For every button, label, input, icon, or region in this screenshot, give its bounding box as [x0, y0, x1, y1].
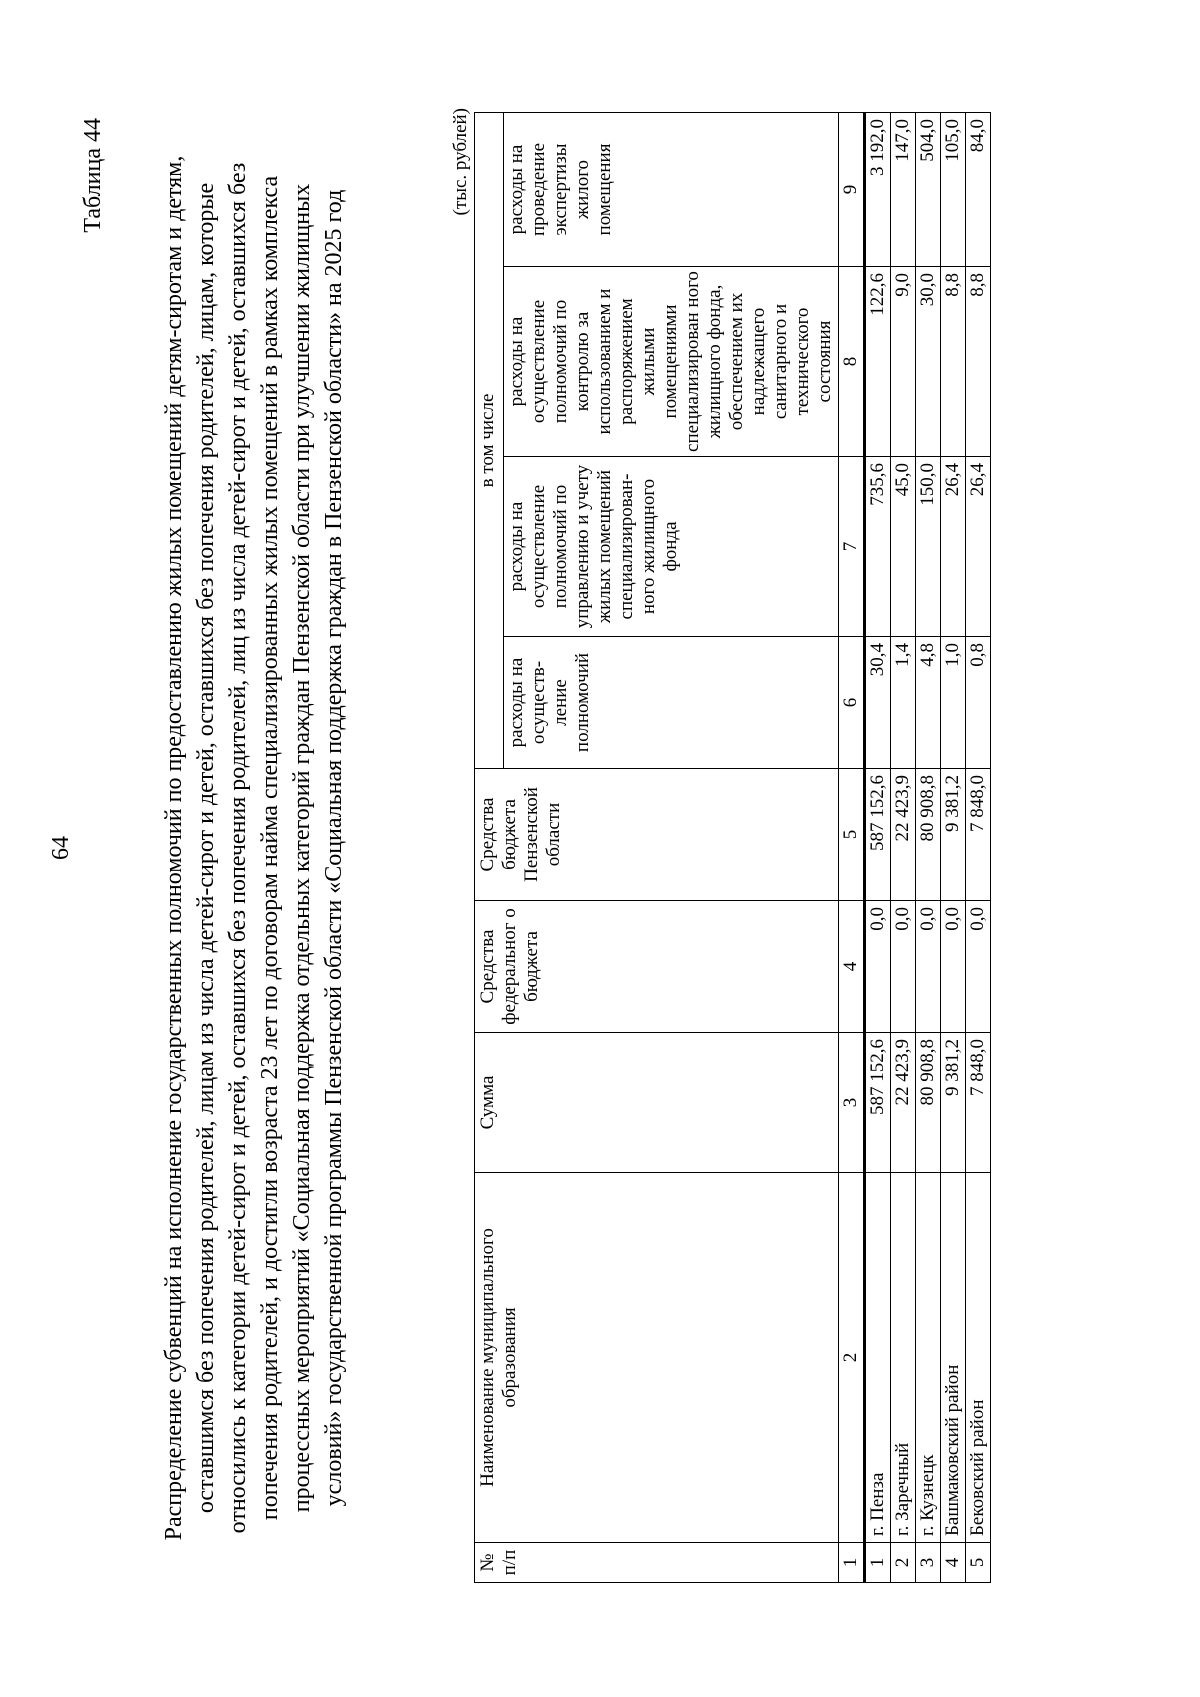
row-c6: 4,8 — [916, 637, 941, 769]
column-number: 7 — [839, 457, 865, 637]
row-c6: 0,8 — [966, 637, 991, 769]
header-c9: расходы на проведение экспертизы жилого помещения — [504, 112, 839, 266]
row-municipality: г. Кузнецк — [916, 1173, 941, 1543]
row-municipality: Бековский район — [966, 1173, 991, 1543]
row-sum: 80 908,8 — [916, 1033, 941, 1173]
column-number: 4 — [839, 901, 865, 1033]
row-number: 5 — [966, 1543, 991, 1583]
units-label: (тыс. рублей) — [450, 108, 471, 216]
row-sum: 587 152,6 — [865, 1033, 891, 1173]
header-num: № п/п — [475, 1543, 839, 1583]
row-c7: 26,4 — [966, 457, 991, 637]
row-number: 1 — [865, 1543, 891, 1583]
row-federal: 0,0 — [966, 901, 991, 1033]
header-regional: Средства бюджета Пензенской области — [475, 769, 839, 901]
row-federal: 0,0 — [941, 901, 966, 1033]
row-c7: 735,6 — [865, 457, 891, 637]
row-c8: 30,0 — [916, 267, 941, 457]
row-federal: 0,0 — [891, 901, 916, 1033]
table-row — [865, 112, 891, 1582]
row-c8: 122,6 — [865, 267, 891, 457]
column-number: 5 — [839, 769, 865, 901]
page-number: 64 — [48, 836, 74, 860]
column-number: 3 — [839, 1033, 865, 1173]
row-sum: 9 381,2 — [941, 1033, 966, 1173]
header-c7: расходы на осуществление полномочий по управлению и учету жилых помещений специализирован-ного жилищного фонда — [504, 457, 839, 637]
row-regional: 587 152,6 — [865, 769, 891, 901]
document-title: Распределение субвенций на исполнение государственных полномочий по предоставлению жилых помещений детям-сиротам и детям, оставшимся без попечения родителей, лицам из числа детей-сирот и детей, оставшихся без попечения родителей, лицам, которые относились к категории детей-сирот и детей, оставшихся без попечения родителей, лиц из числа детей-сирот и детей, оставшихся без попечения родителей, и достигли возраста 23 лет по договорам найма специализированных жилых помещений в рамках комплекса процессных мероприятий «Социальная поддержка отдельных категорий граждан Пензенской области при улучшении жилищных условий» государственной программы Пензенской области «Социальная поддержка граждан в Пензенской области» на 2025 год — [161, 155, 347, 1541]
table-row — [941, 112, 966, 1582]
row-regional: 80 908,8 — [916, 769, 941, 901]
row-c7: 26,4 — [941, 457, 966, 637]
table-row — [966, 112, 991, 1582]
row-c9: 504,0 — [916, 112, 941, 266]
row-municipality: г. Заречный — [891, 1173, 916, 1543]
row-municipality: Башмаковский район — [941, 1173, 966, 1543]
column-number: 8 — [839, 267, 865, 457]
row-number: 2 — [891, 1543, 916, 1583]
row-c9: 147,0 — [891, 112, 916, 266]
row-sum: 22 423,9 — [891, 1033, 916, 1173]
column-number-row — [839, 112, 865, 1582]
header-including: в том числе — [475, 112, 504, 768]
row-number: 3 — [916, 1543, 941, 1583]
column-number: 6 — [839, 637, 865, 769]
subsidy-table — [474, 112, 991, 1583]
row-municipality: г. Пенза — [865, 1173, 891, 1543]
row-c6: 1,0 — [941, 637, 966, 769]
column-number: 9 — [839, 112, 865, 266]
row-c9: 105,0 — [941, 112, 966, 266]
row-c9: 84,0 — [966, 112, 991, 266]
row-c9: 3 192,0 — [865, 112, 891, 266]
column-number: 2 — [839, 1173, 865, 1543]
row-federal: 0,0 — [865, 901, 891, 1033]
rotated-page — [40, 38, 1160, 1658]
row-regional: 22 423,9 — [891, 769, 916, 901]
header-row-1 — [475, 112, 504, 1582]
row-sum: 7 848,0 — [966, 1033, 991, 1173]
row-c6: 1,4 — [891, 637, 916, 769]
header-c6: расходы на осуществ-ление полномочий — [504, 637, 839, 769]
row-regional: 7 848,0 — [966, 769, 991, 901]
row-number: 4 — [941, 1543, 966, 1583]
row-c8: 9,0 — [891, 267, 916, 457]
header-sum: Сумма — [475, 1033, 839, 1173]
table-label: Таблица 44 — [80, 118, 106, 233]
row-c8: 8,8 — [941, 267, 966, 457]
header-name: Наименование муниципального образования — [475, 1173, 839, 1543]
row-federal: 0,0 — [916, 901, 941, 1033]
row-c8: 8,8 — [966, 267, 991, 457]
column-number: 1 — [839, 1543, 865, 1583]
row-c7: 150,0 — [916, 457, 941, 637]
row-c7: 45,0 — [891, 457, 916, 637]
table-row — [891, 112, 916, 1582]
table-row — [916, 112, 941, 1582]
row-c6: 30,4 — [865, 637, 891, 769]
header-federal: Средства федеральног о бюджета — [475, 901, 839, 1033]
header-c8: расходы на осуществление полномочий по контролю за использованием и распоряжением жилыми помещениями специализирован ного жилищного фонда, обеспечением их надлежащего санитарного и технического состояния — [504, 267, 839, 457]
row-regional: 9 381,2 — [941, 769, 966, 901]
